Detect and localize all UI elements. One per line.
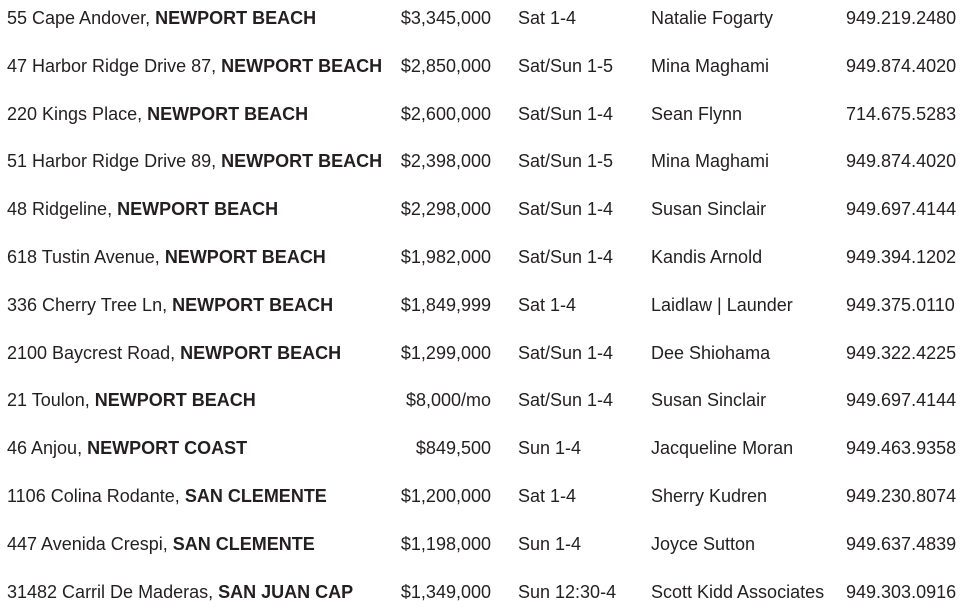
agent-name: Jacqueline Moran (651, 438, 794, 459)
agent-name: Joyce Sutton (651, 533, 756, 554)
listing-address (7, 433, 247, 463)
street-address: 31482 Carril De Maderas, (7, 581, 214, 602)
agent-phone: 949.874.4020 (846, 151, 957, 172)
agent-name: Mina Maghami (651, 55, 770, 76)
open-house-hours: Sat/Sun 1-4 (518, 199, 614, 220)
street-address: 336 Cherry Tree Ln, (7, 294, 168, 315)
agent-name: Sean Flynn (651, 103, 743, 124)
listing-address (7, 194, 278, 224)
open-house-hours: Sat/Sun 1-5 (518, 55, 614, 76)
open-house-hours: Sun 12:30-4 (518, 581, 617, 602)
listing-address (7, 3, 316, 33)
listing-price: $2,398,000 (400, 151, 491, 172)
agent-phone: 949.322.4225 (846, 342, 957, 363)
listing-price: $1,982,000 (400, 247, 491, 267)
agent-name: Susan Sinclair (651, 390, 767, 411)
listing-row (0, 51, 972, 81)
listing-price: $1,349,000 (400, 581, 491, 602)
agent-name: Laidlaw | Launder (651, 294, 793, 315)
listing-address (7, 529, 315, 559)
listing-address (7, 290, 333, 320)
agent-phone: 949.874.4020 (846, 55, 957, 76)
city-name: NEWPORT BEACH (94, 390, 256, 411)
listing-row (0, 194, 972, 224)
agent-name: Susan Sinclair (651, 199, 767, 220)
city-name: NEWPORT BEACH (117, 199, 279, 220)
city-name: NEWPORT BEACH (221, 151, 383, 172)
street-address: 21 Toulon, (7, 390, 90, 411)
listing-price: $3,345,000 (400, 8, 491, 28)
agent-phone: 949.697.4144 (846, 390, 957, 411)
listing-address (7, 51, 382, 81)
agent-phone: 949.463.9358 (846, 438, 957, 459)
listing-price: $2,298,000 (400, 199, 491, 220)
listing-address (7, 99, 308, 129)
listing-row (0, 290, 972, 320)
city-name: NEWPORT BEACH (172, 294, 334, 315)
open-house-hours: Sat/Sun 1-4 (518, 342, 614, 363)
city-name: NEWPORT COAST (87, 438, 248, 459)
listing-row (0, 338, 972, 368)
listing-address (7, 577, 353, 607)
street-address: 447 Avenida Crespi, (7, 533, 168, 554)
agent-phone: 949.394.1202 (846, 247, 957, 267)
agent-phone: 714.675.5283 (846, 103, 957, 124)
listing-row (0, 433, 972, 463)
open-house-hours: Sun 1-4 (518, 533, 582, 554)
listing-row (0, 529, 972, 559)
street-address: 1106 Colina Rodante, (7, 486, 180, 506)
agent-phone: 949.230.8074 (846, 486, 957, 506)
agent-phone: 949.303.0916 (846, 581, 957, 602)
street-address: 51 Harbor Ridge Drive 89, (7, 151, 217, 172)
agent-phone: 949.375.0110 (846, 294, 955, 315)
open-house-hours: Sat 1-4 (518, 294, 577, 315)
listing-row (0, 481, 972, 511)
agent-name: Scott Kidd Associates (651, 581, 825, 602)
city-name: NEWPORT BEACH (147, 103, 309, 124)
listing-row (0, 3, 972, 33)
listing-row (0, 99, 972, 129)
listing-address (7, 146, 382, 176)
listing-price: $1,200,000 (400, 486, 491, 506)
listing-row (0, 146, 972, 176)
listing-row (0, 577, 972, 607)
listing-price: $1,849,999 (400, 294, 491, 315)
listing-price: $1,299,000 (400, 342, 491, 363)
street-address: 55 Cape Andover, (7, 8, 151, 28)
street-address: 220 Kings Place, (7, 103, 143, 124)
agent-name: Mina Maghami (651, 151, 770, 172)
listing-price: $849,500 (415, 438, 491, 459)
open-house-hours: Sat/Sun 1-4 (518, 390, 614, 411)
agent-phone: 949.637.4839 (846, 533, 957, 554)
open-house-hours: Sat/Sun 1-5 (518, 151, 614, 172)
listing-row (0, 385, 972, 415)
city-name: NEWPORT BEACH (155, 8, 317, 28)
listing-price: $2,850,000 (400, 55, 491, 76)
street-address: 46 Anjou, (7, 438, 83, 459)
street-address: 48 Ridgeline, (7, 199, 113, 220)
city-name: SAN CLEMENTE (172, 533, 315, 554)
listing-address (7, 481, 327, 511)
open-house-hours: Sat 1-4 (518, 486, 577, 506)
city-name: NEWPORT BEACH (180, 342, 342, 363)
listing-address (7, 242, 326, 272)
agent-phone: 949.697.4144 (846, 199, 957, 220)
open-house-hours: Sat/Sun 1-4 (518, 247, 614, 267)
agent-name: Sherry Kudren (651, 486, 768, 506)
open-house-hours: Sun 1-4 (518, 438, 582, 459)
street-address: 618 Tustin Avenue, (7, 247, 160, 267)
city-name: NEWPORT BEACH (221, 55, 383, 76)
street-address: 2100 Baycrest Road, (7, 342, 176, 363)
agent-name: Dee Shiohama (651, 342, 771, 363)
agent-name: Kandis Arnold (651, 247, 763, 267)
agent-phone: 949.219.2480 (846, 8, 957, 28)
street-address: 47 Harbor Ridge Drive 87, (7, 55, 217, 76)
city-name: NEWPORT BEACH (164, 247, 326, 267)
agent-name: Natalie Fogarty (651, 8, 774, 28)
listing-price: $8,000/mo (405, 390, 491, 411)
open-house-hours: Sat/Sun 1-4 (518, 103, 614, 124)
listing-address (7, 338, 341, 368)
listing-row (0, 242, 972, 272)
listing-address (7, 385, 256, 415)
city-name: SAN JUAN CAP (218, 581, 354, 602)
open-house-hours: Sat 1-4 (518, 8, 577, 28)
listing-price: $1,198,000 (400, 533, 491, 554)
listing-price: $2,600,000 (400, 103, 491, 124)
city-name: SAN CLEMENTE (184, 486, 327, 506)
